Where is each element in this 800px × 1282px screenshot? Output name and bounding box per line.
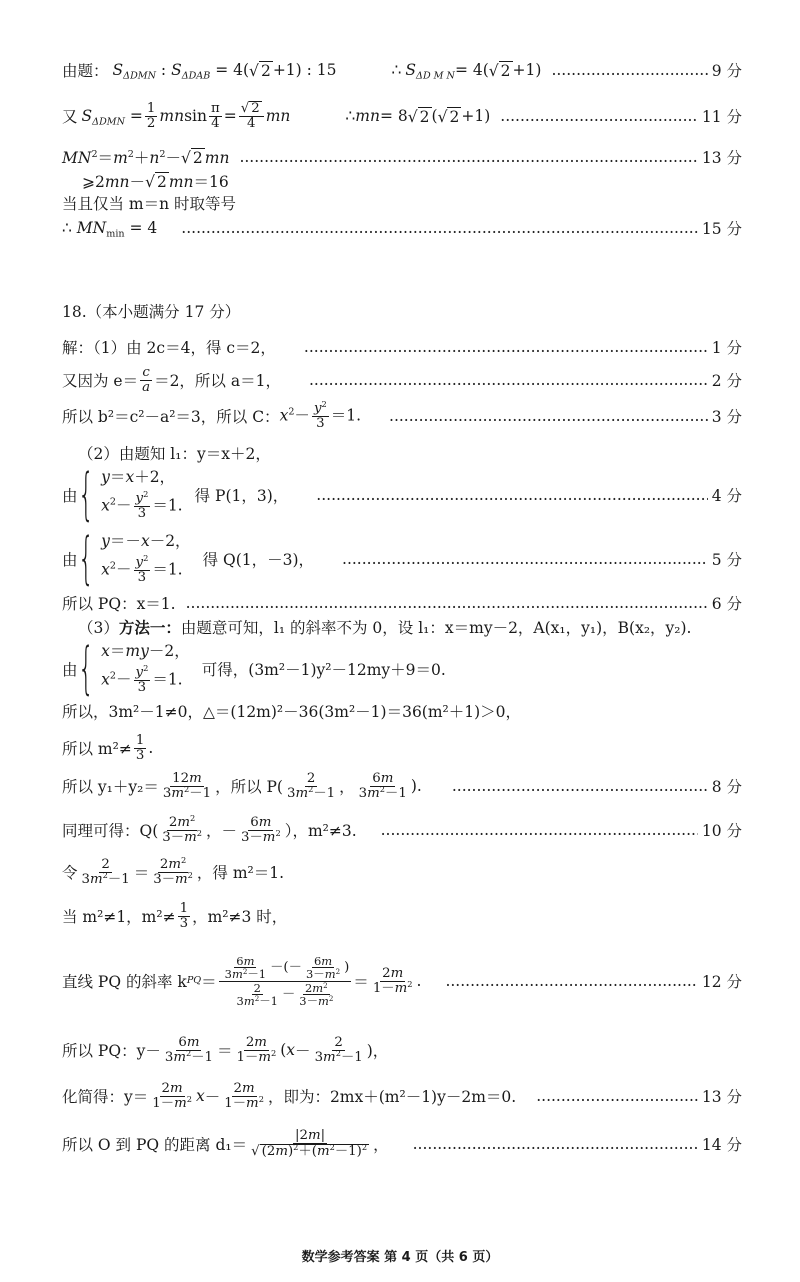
leader-dots <box>413 1135 698 1153</box>
text-kpq-pre: 直线 PQ 的斜率 k <box>62 973 187 991</box>
line-part3-system: 由 { x＝my－2， $x^2-$ $\frac{y^2}{3}$ ＝1. 可得，(3m²－1)y²－12my＋9＝0. <box>62 636 446 701</box>
line-mn-squared: $MN^2=m^2+n^2-$ √ 2 mn ..... 13 分 <box>62 146 742 168</box>
leader-dots <box>536 1087 698 1105</box>
leader-dots <box>452 777 708 795</box>
score-label: 10 分 <box>701 822 742 840</box>
line-part3-distance: 所以 O 到 PQ 的距离 d₁＝ |2m| √ $(2m)^2+(m^2-1)^2$ ， ..... 14 分 <box>62 1122 742 1166</box>
leader-dots <box>500 107 698 125</box>
line-part3-slope: 直线 PQ 的斜率 k PQ ＝ $\frac{6m}{3m^2-1}$ －(－ $\frac{6m}{3-m^2}$ ) $\frac{2}{3m^2-1}$ － $\frac{2m^2}{3-m^2}$ ＝ $\frac{2m}{1-m^2}$ . ..... 12 分 <box>62 940 742 1022</box>
text-m2ne3: ），m²≠3. <box>284 822 357 840</box>
text-suoyi-delta: 所以，3m²－1≠0，△＝(12m)²－36(3m²－1)＝36(m²＋1)＞0， <box>62 703 522 721</box>
leader-dots <box>239 148 697 166</box>
line-area-sin: 又 $S_{\Delta DMN}$ = $\frac{1}{2}$ mn sin $\frac{\pi}{4}$ = √ 2 4 mn ∴ mn = 8 √ 2 ( √ 2 +1) ..... 11 分 <box>62 96 742 136</box>
q18-title: 18.（本小题满分 17 分） <box>62 303 241 321</box>
line-part1-c <box>62 336 742 358</box>
score-label: 3 分 <box>711 408 742 426</box>
text-you-yi: 由 <box>62 487 78 505</box>
leader-dots <box>186 594 708 612</box>
text-de-q: 得 Q(1，－3)， <box>202 551 315 569</box>
score-label: 2 分 <box>711 372 742 390</box>
text-de-p: 得 P(1，3)， <box>194 487 289 505</box>
line-part1-a: 又因为 e＝ $\frac{c}{a}$ ＝2，所以 a＝1， ..... 2 分 <box>62 362 742 398</box>
line-part2-system-q: 由 { y＝－x－2， $x^2-$ $\frac{y^2}{3}$ ＝1. 得 Q(1，－3)， ..... 5 分 <box>62 528 742 590</box>
score-label: 15 分 <box>701 220 742 238</box>
text-suoyi-b: 所以 b²＝c²－a²＝3，所以 C： <box>62 408 280 426</box>
score-label: 14 分 <box>701 1136 742 1154</box>
leader-dots <box>381 821 698 839</box>
text-ling: 令 <box>62 864 78 882</box>
text-dang-end: ，m²≠3 时， <box>192 908 288 926</box>
score-label: 5 分 <box>711 551 742 569</box>
score-label: 1 分 <box>711 339 742 357</box>
leader-dots <box>551 61 707 79</box>
leader-dots <box>316 486 707 504</box>
text-suoyi-y: 所以 y₁＋y₂＝ <box>62 778 159 796</box>
text-suoyi-pq: 所以 PQ：y－ <box>62 1042 161 1060</box>
text-dang: 当 m²≠1，m²≠ <box>62 908 176 926</box>
text-pq-x1: 所以 PQ：x＝1. <box>62 595 176 613</box>
text-suoyi-p: ，所以 P( <box>215 778 283 796</box>
line-part3-q: 同理可得：Q( $\frac{2m^2}{3-m^2}$ ，－ $\frac{6m}{3-m^2}$ ），m²≠3. ..... 10 分 <box>62 810 742 850</box>
line-part3-dang: 当 m²≠1，m²≠ $\frac{1}{3}$ ，m²≠3 时， <box>62 900 288 931</box>
leader-dots <box>181 219 698 237</box>
text-suoyi-m2: 所以 m²≠ <box>62 740 132 758</box>
text-jie1: 解：（1）由 2c＝4，得 c＝2， <box>62 339 276 357</box>
text-youyin: 又因为 e＝ <box>62 372 139 390</box>
text-suoyi-a: ＝2，所以 a＝1， <box>154 372 281 390</box>
text-de-m1: ，得 m²＝1. <box>196 864 285 882</box>
line-part3-pq-eq: 所以 PQ：y－ $\frac{6m}{3m^2-1}$ ＝ $\frac{2m}{1-m^2}$ ( x － $\frac{2}{3m^2-1}$ )， <box>62 1034 389 1065</box>
text-p3-method: 方法一： <box>118 618 181 637</box>
line-part3-setup <box>78 616 742 638</box>
line-part2-pq <box>62 592 742 614</box>
score-label: 11 分 <box>701 108 742 126</box>
score-label: 6 分 <box>711 595 742 613</box>
score-label: 8 分 <box>711 778 742 796</box>
line-equality-condition <box>62 192 742 214</box>
line-mn-min: ∴ $MN_{min} = 4$ ..... 15 分 <box>62 216 742 240</box>
line-part3-simplify: 化简得：y＝ $\frac{2m}{1-m^2}$ x － $\frac{2m}{1-m^2}$ ，即为：2mx＋(m²－1)y－2m＝0. ..... 13 分 <box>62 1076 742 1116</box>
text-you-yi: 由 <box>62 661 78 679</box>
text-youti: 由题： <box>62 62 109 80</box>
leader-dots <box>389 407 708 425</box>
score-label: 13 分 <box>701 1088 742 1106</box>
text-p3-rest: 由题意可知，l₁ 的斜率不为 0，设 l₁：x＝my－2，A(x₁，y₁)，B(x₂，y₂). <box>180 619 692 637</box>
score-label: 12 分 <box>701 973 742 991</box>
line-part3-m2: 所以 m²≠ $\frac{1}{3}$ . <box>62 732 154 763</box>
leader-dots <box>309 371 708 389</box>
text-you-yi: 由 <box>62 551 78 569</box>
leader-dots <box>342 550 708 568</box>
text-huajian: 化简得：y＝ <box>62 1088 149 1106</box>
leader-dots <box>304 338 708 356</box>
line-inequality: ⩾2mn－ √ 2 mn＝16 <box>82 173 229 191</box>
line-part2-system-p: 由 { y＝x＋2， $x^2-$ $\frac{y^2}{3}$ ＝1. 得 P(1，3)， ..... 4 分 <box>62 464 742 526</box>
leader-dots <box>445 972 697 990</box>
text-you: 又 <box>62 108 78 126</box>
text-kede: 可得，(3m²－1)y²－12my＋9＝0. <box>201 661 446 679</box>
score-label: 4 分 <box>711 487 742 505</box>
text-tongli: 同理可得：Q( <box>62 822 159 840</box>
text-dist: 所以 O 到 PQ 的距离 d₁＝ <box>62 1136 248 1154</box>
text-dangqie: 当且仅当 m＝n 时取等号 <box>62 195 237 213</box>
text-jiwei: ，即为：2mx＋(m²－1)y－2m＝0. <box>267 1088 517 1106</box>
line-part3-ling: 令 $\frac{2}{3m^2-1}$ ＝ $\frac{2m^2}{3-m^2}$ ，得 m²＝1. <box>62 854 285 887</box>
line-part3-sum-p: 所以 y₁＋y₂＝ $\frac{12m}{3m^2-1}$ ，所以 P( $\frac{2}{3m^2-1}$ ， $\frac{6m}{3m^2-1}$ ). ..... 8 分 <box>62 766 742 806</box>
question-18-heading <box>62 300 742 322</box>
line-part3-delta <box>62 700 742 722</box>
score-label: 13 分 <box>701 149 742 167</box>
line-area-ratio: 由题： $S_{\Delta DMN}$ : $S_{\Delta DAB}$ = 4( √ 2 +1) : 15 ∴ $S_{\Delta D M N}$ = 4( √ 2 +1) ..... 9 分 <box>62 58 742 82</box>
text-p3-pre: （3） <box>78 619 119 637</box>
score-label: 9 分 <box>711 62 742 80</box>
page-footer: 数学参考答案 第 4 页（共 6 页） <box>301 1250 499 1265</box>
line-part2-l1 <box>78 442 742 464</box>
line-part1-b: 所以 b²＝c²－a²＝3，所以 C： $x^2-$ $\frac{y^2}{3}$ ＝1. ..... 3 分 <box>62 398 742 434</box>
text-p2: （2）由题知 l₁：y＝x＋2， <box>78 445 271 463</box>
